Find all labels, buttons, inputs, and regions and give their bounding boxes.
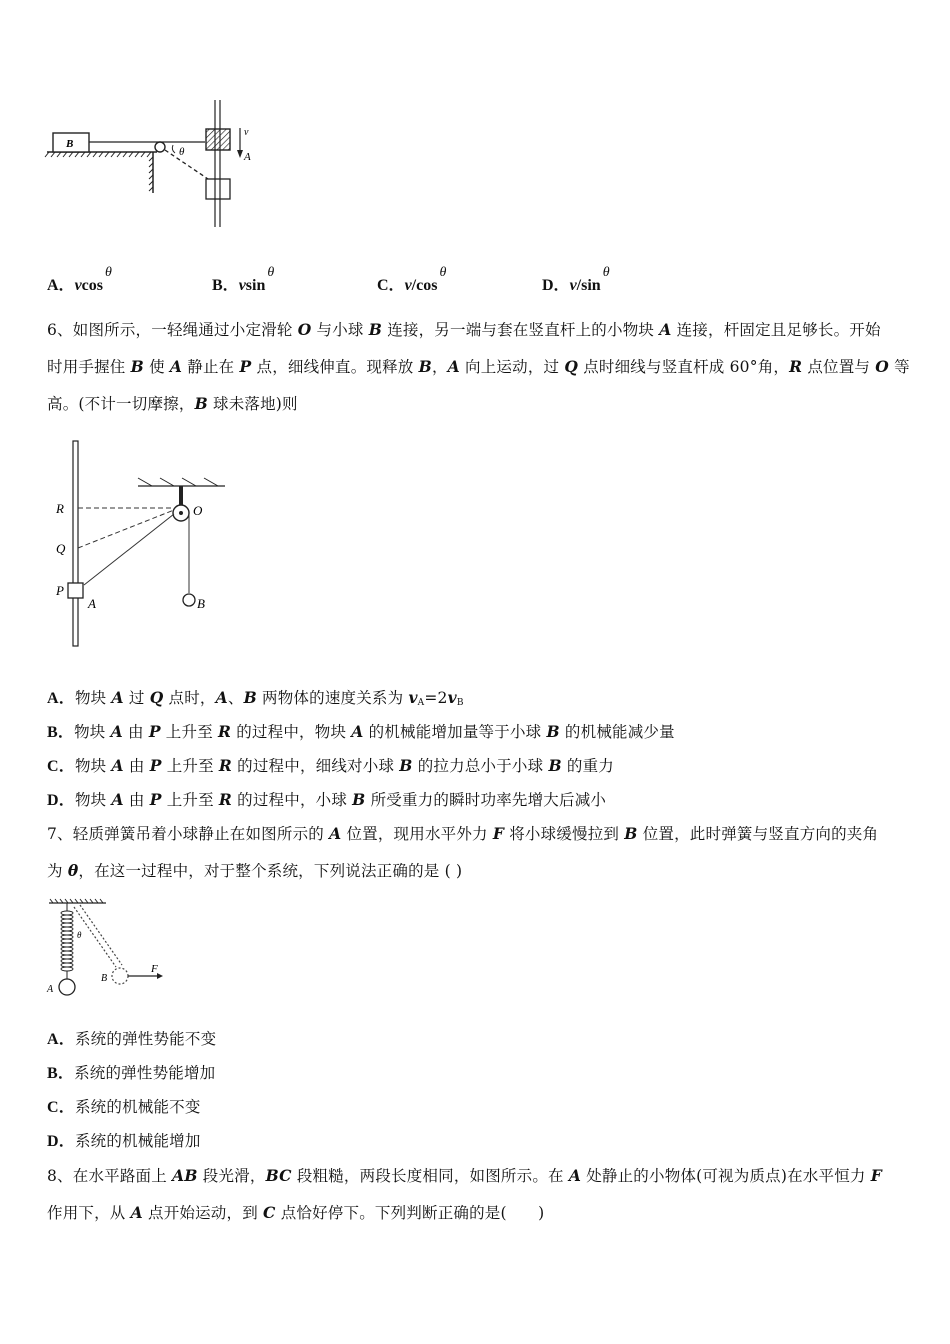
svg-text:A: A (47, 984, 54, 995)
q6-option-c[interactable]: C．物块 A 由 P 上升至 R 的过程中，细线对小球 B 的拉力总小于小球 B 的重力 (47, 756, 614, 775)
q6-option-b[interactable]: B．物块 A 由 P 上升至 R 的过程中，物块 A 的机械能增加量等于小球 B 的机械能减少量 (47, 722, 675, 741)
svg-text:R: R (56, 501, 64, 516)
q5-choice-b[interactable]: B．vsinθ (212, 265, 275, 294)
q6-option-a[interactable]: A．物块 A 过 Q 点时，A、B 两物体的速度关系为 $v_A=2v_B$ (47, 688, 464, 708)
svg-text:θ: θ (77, 930, 82, 940)
svg-text:F: F (151, 963, 158, 975)
svg-text:B: B (66, 138, 74, 150)
svg-text:A: A (244, 151, 251, 163)
block-a (206, 129, 230, 150)
q7-option-a[interactable]: A．系统的弹性势能不变 (47, 1030, 217, 1048)
q7-option-d[interactable]: D．系统的机械能增加 (47, 1132, 201, 1150)
q6-stem-line-2: 时用手握住 B 使 A 静止在 P 点，细线伸直。现释放 B，A 向上运动，过 Q 点时细线与竖直杆成 60°角，R 点位置与 O 等 (47, 357, 910, 376)
svg-text:P: P (56, 583, 64, 598)
svg-text:B: B (197, 596, 205, 611)
q6-diagram (50, 438, 240, 653)
svg-text:Q: Q (56, 541, 66, 556)
q5-choice-d[interactable]: D．v/sinθ (542, 265, 610, 294)
q5-diagram (45, 95, 285, 235)
q7-option-c[interactable]: C．系统的机械能不变 (47, 1098, 201, 1116)
q5-choice-a[interactable]: A．vcosθ (47, 265, 112, 294)
q7-stem-line-2: 为 θ，在这一过程中，对于整个系统，下列说法正确的是 ( ) (47, 861, 463, 880)
svg-text:v: v (244, 127, 249, 138)
svg-text:B: B (101, 973, 108, 984)
q7-stem-line-1: 7、轻质弹簧吊着小球静止在如图所示的 A 位置，现用水平外力 F 将小球缓慢拉到 B 位置，此时弹簧与竖直方向的夹角 (47, 824, 879, 843)
q8-stem-line-1: 8、在水平路面上 AB 段光滑，BC 段粗糙，两段长度相同，如图所示。在 A 处静止的小物体(可视为质点)在水平恒力 F (47, 1166, 882, 1185)
svg-text:O: O (193, 503, 203, 518)
q8-stem-line-2: 作用下，从 A 点开始运动，到 C 点恰好停下。下列判断正确的是( ) (47, 1203, 545, 1222)
q5-choices (47, 265, 747, 294)
svg-text:θ: θ (179, 146, 185, 158)
q7-diagram (44, 895, 174, 1000)
q6-stem-line-1: 6、如图所示，一轻绳通过小定滑轮 O 与小球 B 连接，另一端与套在竖直杆上的小物块 A 连接，杆固定且足够长。开始 (47, 320, 881, 339)
q5-choice-c[interactable]: C．v/cosθ (377, 265, 447, 294)
q7-option-b[interactable]: B．系统的弹性势能增加 (47, 1064, 216, 1082)
q6-stem-line-3: 高。(不计一切摩擦，B 球未落地)则 (47, 394, 298, 413)
q6-option-d[interactable]: D．物块 A 由 P 上升至 R 的过程中，小球 B 所受重力的瞬时功率先增大后减小 (47, 790, 607, 809)
svg-text:A: A (88, 596, 96, 611)
